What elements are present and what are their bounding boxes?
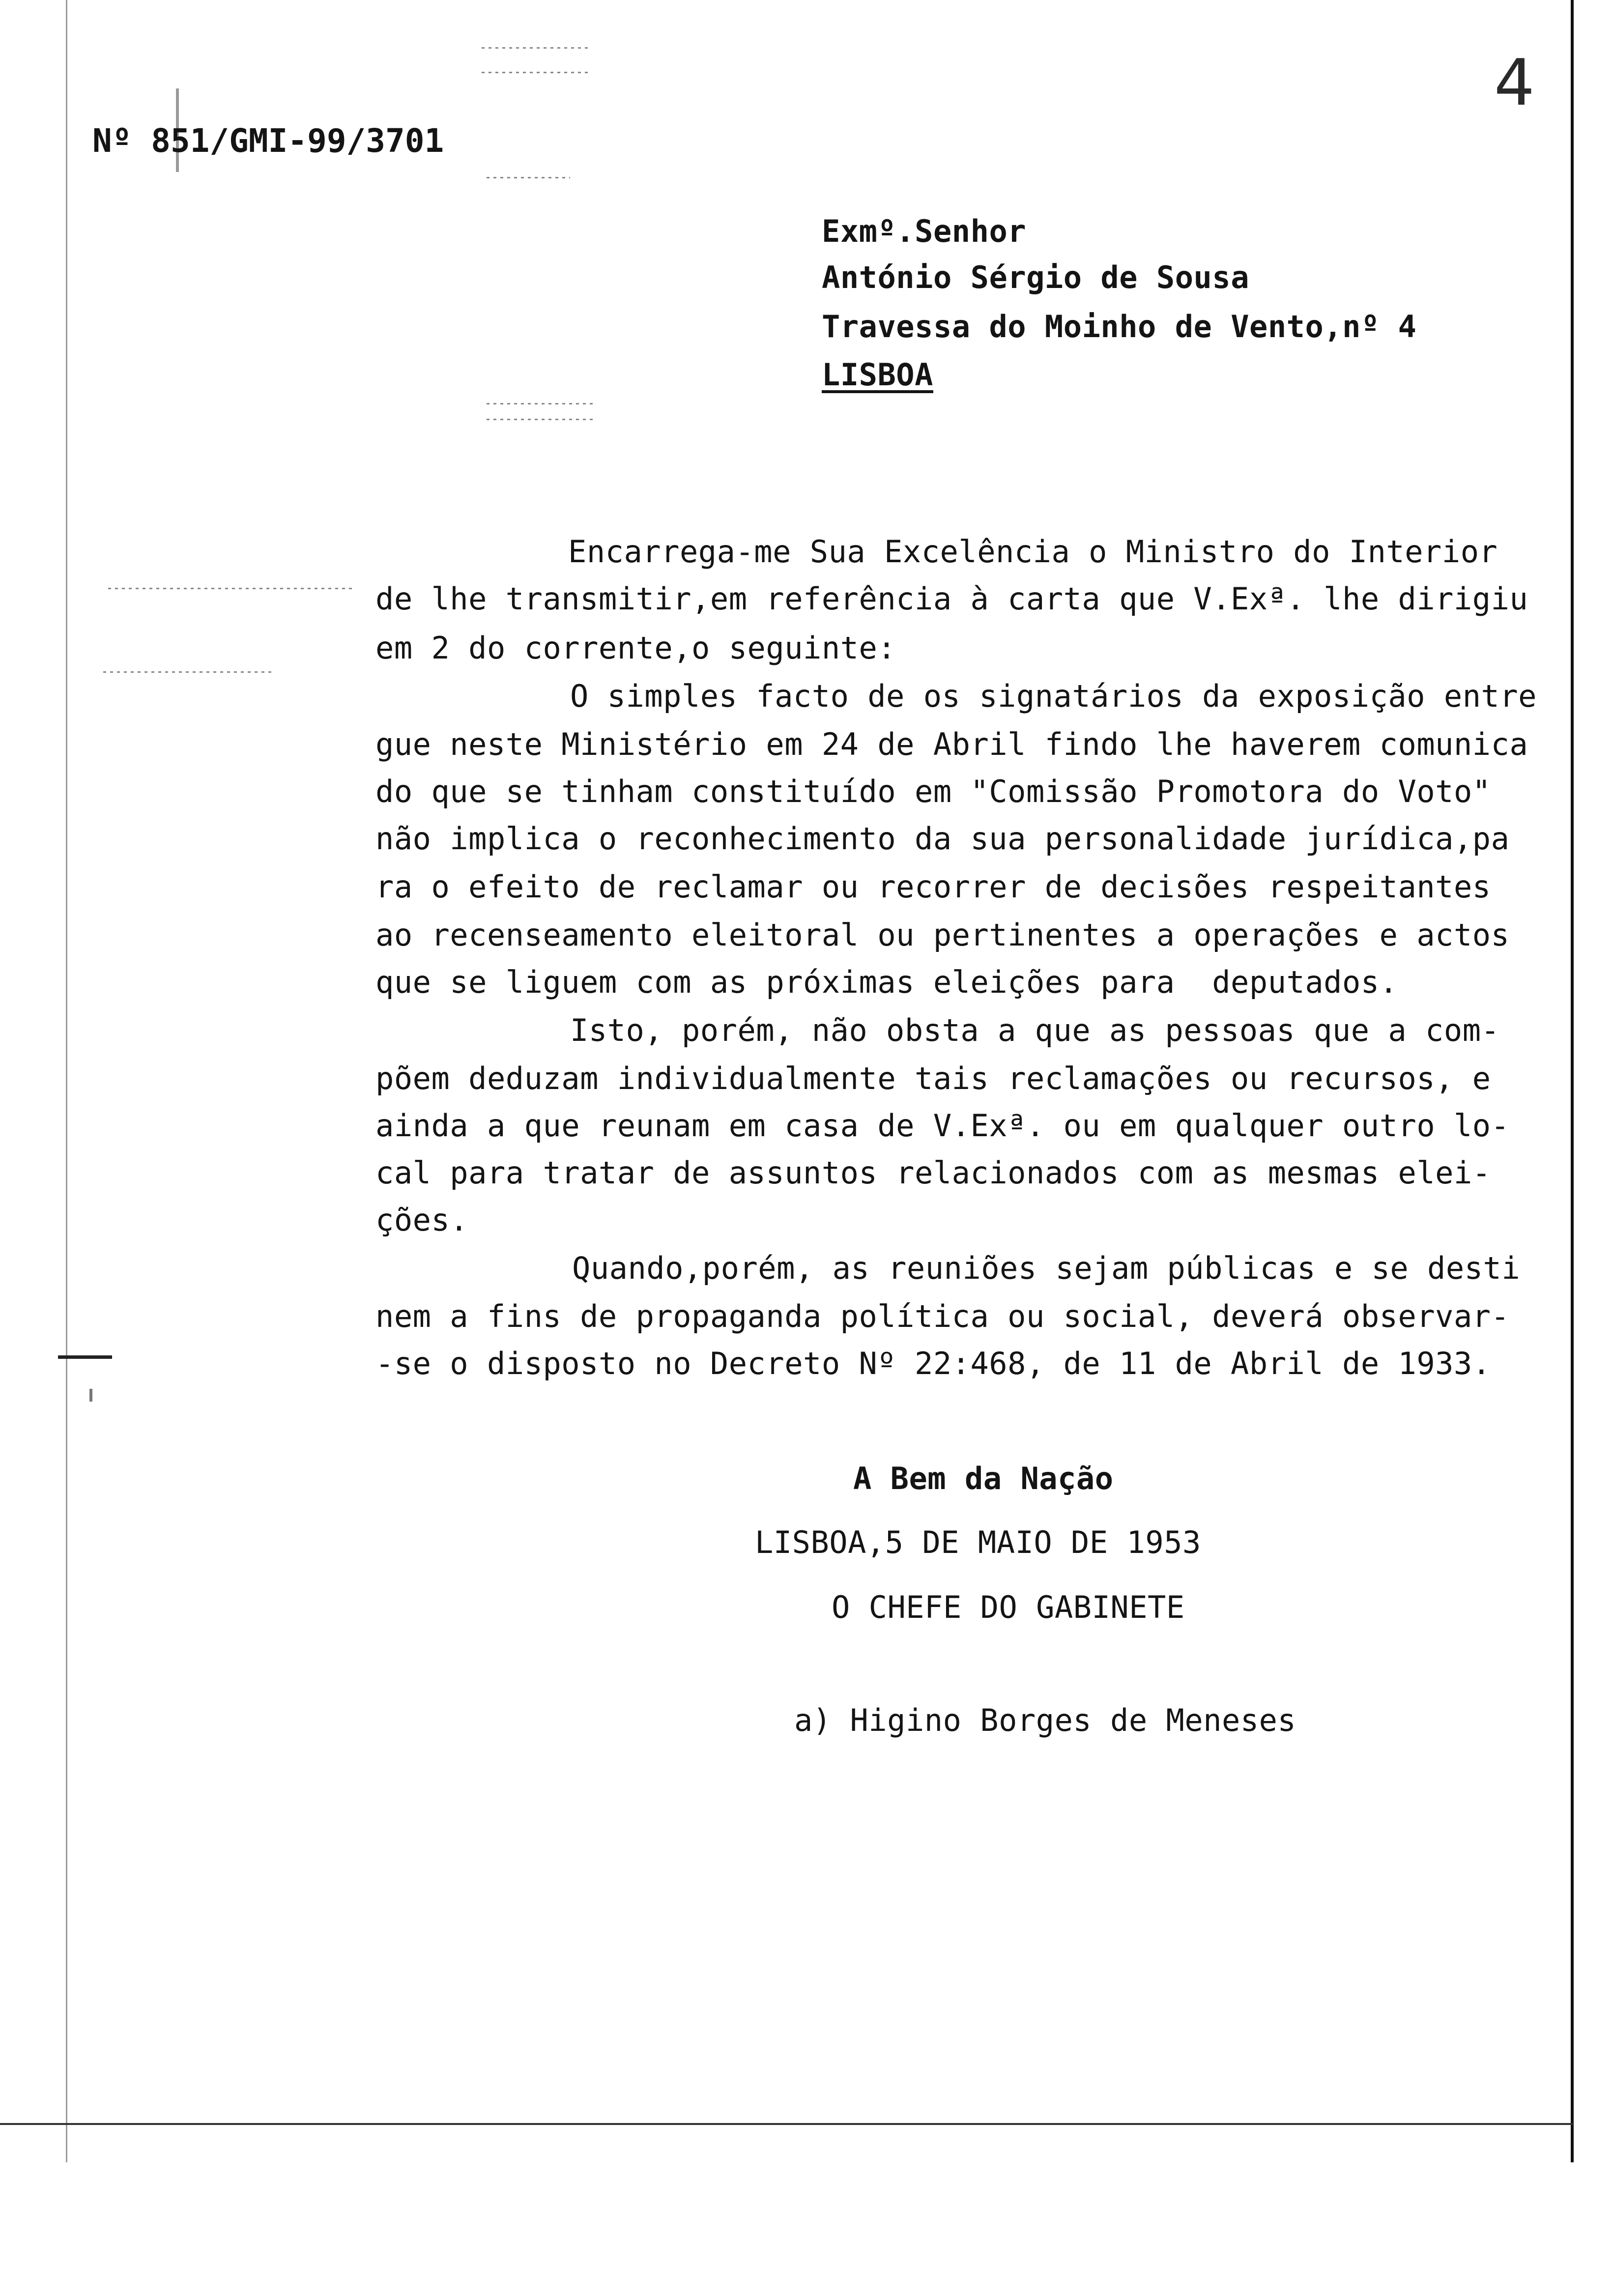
- scan-bottom-edge: [0, 2123, 1573, 2125]
- signature: a) Higino Borges de Meneses: [794, 1702, 1296, 1738]
- body-line: ra o efeito de reclamar ou recorrer de decisões respeitantes: [375, 869, 1491, 905]
- body-line: não implica o reconhecimento da sua personalidade jurídica,pa: [375, 821, 1510, 857]
- scan-edge-right: [1571, 0, 1574, 2162]
- body-line: gue neste Ministério em 24 de Abril findo lhe haverem comunica: [375, 726, 1528, 762]
- body-line: de lhe transmitir,em referência à carta que V.Exª. lhe dirigiu: [375, 581, 1528, 617]
- closing-title: O CHEFE DO GABINETE: [832, 1589, 1185, 1625]
- scan-artifact: [487, 419, 595, 420]
- scan-artifact: [103, 671, 275, 673]
- body-line: Isto, porém, não obsta a que as pessoas que a com-: [570, 1012, 1500, 1048]
- body-line: -se o disposto no Decreto Nº 22:468, de 11 de Abril de 1933.: [375, 1346, 1491, 1381]
- closing-motto: A Bem da Nação: [853, 1461, 1114, 1496]
- scan-artifact: [482, 72, 590, 73]
- scan-artifact: [89, 1389, 92, 1402]
- scan-artifact: [487, 177, 570, 178]
- recipient-salutation: Exmº.Senhor: [822, 213, 1027, 249]
- scan-artifact: [482, 47, 590, 49]
- body-line: cal para tratar de assuntos relacionados com as mesmas elei-: [375, 1155, 1491, 1191]
- body-line: nem a fins de propaganda política ou social, deverá observar-: [375, 1298, 1510, 1334]
- body-line: que se liguem com as próximas eleições para deputados.: [375, 964, 1398, 1000]
- body-line: O simples facto de os signatários da exposição entre: [570, 678, 1537, 714]
- page-number: 4: [1494, 45, 1535, 120]
- body-line: ções.: [375, 1202, 469, 1238]
- recipient-address: Travessa do Moinho de Vento,nº 4: [822, 309, 1417, 344]
- body-line: ao recenseamento eleitoral ou pertinentes a operações e actos: [375, 917, 1510, 953]
- body-line: ainda a que reunam em casa de V.Exª. ou em qualquer outro lo-: [375, 1108, 1510, 1144]
- scan-edge-left: [66, 0, 67, 2162]
- body-line: põem deduzam individualmente tais reclamações ou recursos, e: [375, 1061, 1491, 1096]
- scan-artifact: [108, 588, 354, 589]
- scan-artifact: [487, 403, 595, 404]
- recipient-city: LISBOA: [822, 357, 933, 393]
- body-line: Encarrega-me Sua Excelência o Ministro do Interior: [568, 534, 1498, 570]
- closing-place-date: LISBOA,5 DE MAIO DE 1953: [755, 1524, 1201, 1560]
- body-line: Quando,porém, as reuniões sejam públicas e se desti: [572, 1250, 1521, 1286]
- recipient-name: António Sérgio de Sousa: [822, 259, 1250, 295]
- scan-artifact: [58, 1355, 112, 1359]
- body-line: em 2 do corrente,o seguinte:: [375, 630, 896, 666]
- reference-number: Nº 851/GMI-99/3701: [92, 122, 444, 160]
- body-line: do que se tinham constituído em "Comissão Promotora do Voto": [375, 774, 1491, 809]
